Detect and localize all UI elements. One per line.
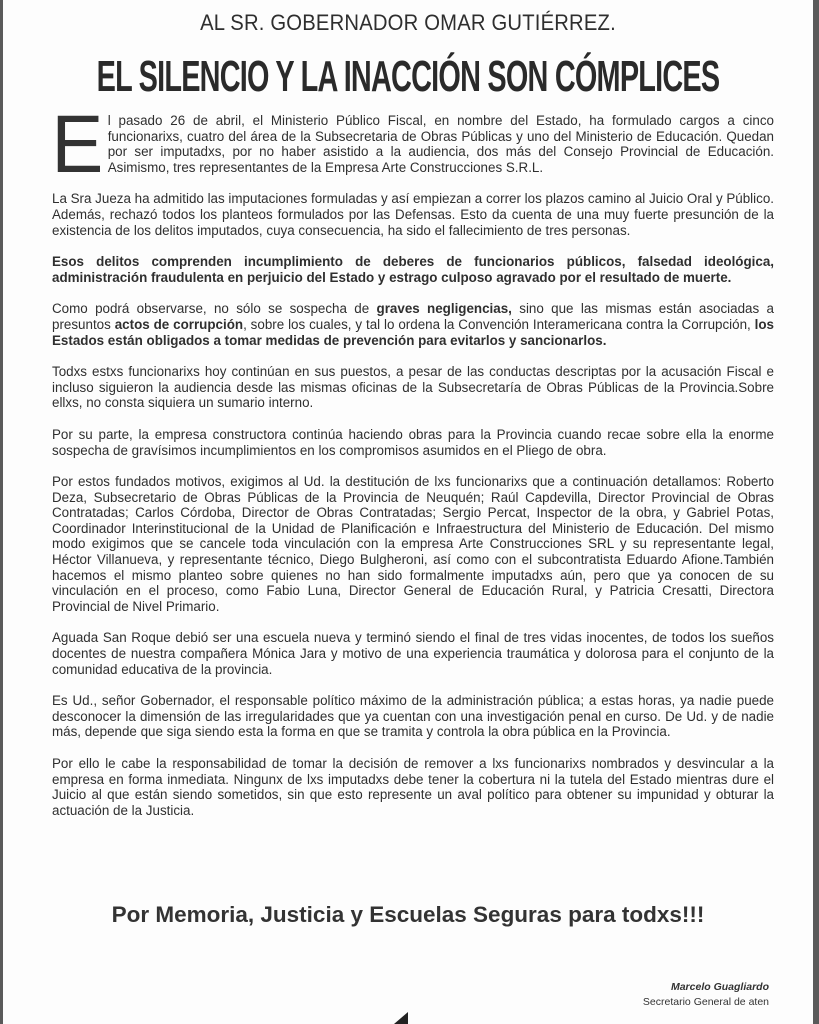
paragraph-6: Por su parte, la empresa constructora continúa haciendo obras para la Provincia cuando recae sobre ella la enorme sospecha de gravísimos incumplimientos en los compromisos asumidos en el Pliego de obra. [52, 426, 774, 458]
signatory-title: Secretario General de aten [642, 996, 769, 1008]
p4-text-1: Como podrá observarse, no sólo se sospecha de [52, 301, 377, 317]
document-page [3, 0, 813, 1024]
p4-bold-1: graves negligencias, [376, 301, 512, 317]
paragraph-10: Por ello le cabe la responsabilidad de tomar la decisión de remover a lxs funcionarixs nombrados y desvincular a la empresa en forma inmediata. Ningunx de lxs imputadxs debe tener la cobertura ni la tutela del Estado mientras dure el Juicio al que están siendo sometidos, sin que esto represente un aval político para obtener su impunidad y obturar la actuación de la Justicia. [52, 756, 774, 818]
paragraph-3-bold: Esos delitos comprenden incumplimiento de deberes de funcionarios públicos, falsedad ideológica, administración fraudulenta en perjuicio del Estado y estrago culposo agravado por el resultado de muerte. [52, 254, 774, 285]
paragraph-2: La Sra Jueza ha admitido las imputaciones formuladas y así empiezan a correr los plazos camino al Juicio Oral y Público. Además, rechazó todos los planteos formulados por las Defensas. Esto da cuenta de una muy fuerte presunción de la existencia de los delitos imputados, cuya consecuencia, ha sido el fallecimiento de tres personas. [52, 191, 774, 238]
p4-text-2: sino que las mismas están asociadas a presuntos [52, 301, 774, 332]
paragraph-8: Aguada San Roque debió ser una escuela nueva y terminó siendo el final de tres vidas inocentes, de todos los sueños docentes de nuestra compañera Mónica Jara y motivo de una experiencia traumática y dolorosa para el conjunto de la comunidad educativa de la provincia. [52, 630, 774, 677]
drop-cap: E [51, 99, 104, 190]
signatory-name: Marcelo Guagliardo [670, 981, 769, 993]
p4-bold-3: los Estados están obligados a tomar medidas de prevención para evitarlos y sancionarlos. [52, 316, 775, 348]
paragraph-7: Por estos fundados motivos, exigimos al Ud. la destitución de lxs funcionarixs que a continuación detallamos: Roberto Deza, Subsecretario de Obras Públicas de la Provincia de Neuquén; Raúl Capdevilla, Director Provincial de Obras Contratadas; Carlos Córdoba, Director de Obras Contratadas; Sergio Percat, Inspector de la obra, y Gabriel Potas, Coordinador Interinstitucional de la Unidad de Planificación e Infraestructura del Ministerio de Educación. Del mismo modo exigimos que se cancele toda vinculación con la empresa Arte Construcciones SRL y su representante legal, Héctor Villanueva, y representante técnico, Diego Bulgheroni, así como con el subcontratista Eduardo Afione.También hacemos el mismo planteo sobre quienes no han sido formalmente imputadxs aún, pero que ya conocen de su vinculación en el proceso, como Fabio Luna, Director General de Educación Rural, y Patricia Cresatti, Directora Provincial de Nivel Primario. [52, 474, 774, 614]
paragraph-1 [51, 99, 774, 190]
letter-body [51, 99, 775, 834]
addressee-line: AL SR. GOBERNADOR OMAR GUTIÉRREZ. [200, 10, 616, 35]
paragraph-1-text: l pasado 26 de abril, el Ministerio Público Fiscal, en nombre del Estado, ha formulado cargos a cinco funcionarixs, cuatro del área de la Subsecretaria de Obras Públicas y uno del Ministerio de Educación. Quedan por ser imputadxs, por no haber asistido a la audiencia, dos más del Consejo Provincial de Educación. Asimismo, tres representantes de la Empresa Arte Construcciones S.R.L. [107, 113, 774, 175]
p4-text-3: , sobre los cuales, y tal lo ordena la Convención Interamericana contra la Corrupción, [243, 316, 755, 332]
p4-bold-2: actos de corrupción [114, 316, 244, 332]
paragraph-4 [52, 301, 774, 348]
paragraph-9: Es Ud., señor Gobernador, el responsable político máximo de la administración pública; a estas horas, ya nadie puede desconocer la dimensión de las irregularidades que ya cuentan con una investigación penal en curso. De Ud. y de nadie más, depende que siga siendo esta la forma en que se tramita y controla la obra pública en la Provincia. [52, 693, 774, 740]
signature-block [643, 980, 769, 1010]
closing-slogan: Por Memoria, Justicia y Escuelas Seguras para todxs!!! [111, 902, 705, 927]
paragraph-5: Todxs estxs funcionarixs hoy continúan en sus puestos, a pesar de las conductas descriptas por la acusación Fiscal e incluso siguieron la audiencia desde las mismas oficinas de la Subsecretaría de Obras Públicas de la Provincia.Sobre ellxs, no consta siquiera un sumario interno. [52, 364, 774, 411]
headline: EL SILENCIO Y LA INACCIÓN SON CÓMPLICES [96, 52, 720, 101]
logo-fragment-icon [394, 1012, 408, 1024]
